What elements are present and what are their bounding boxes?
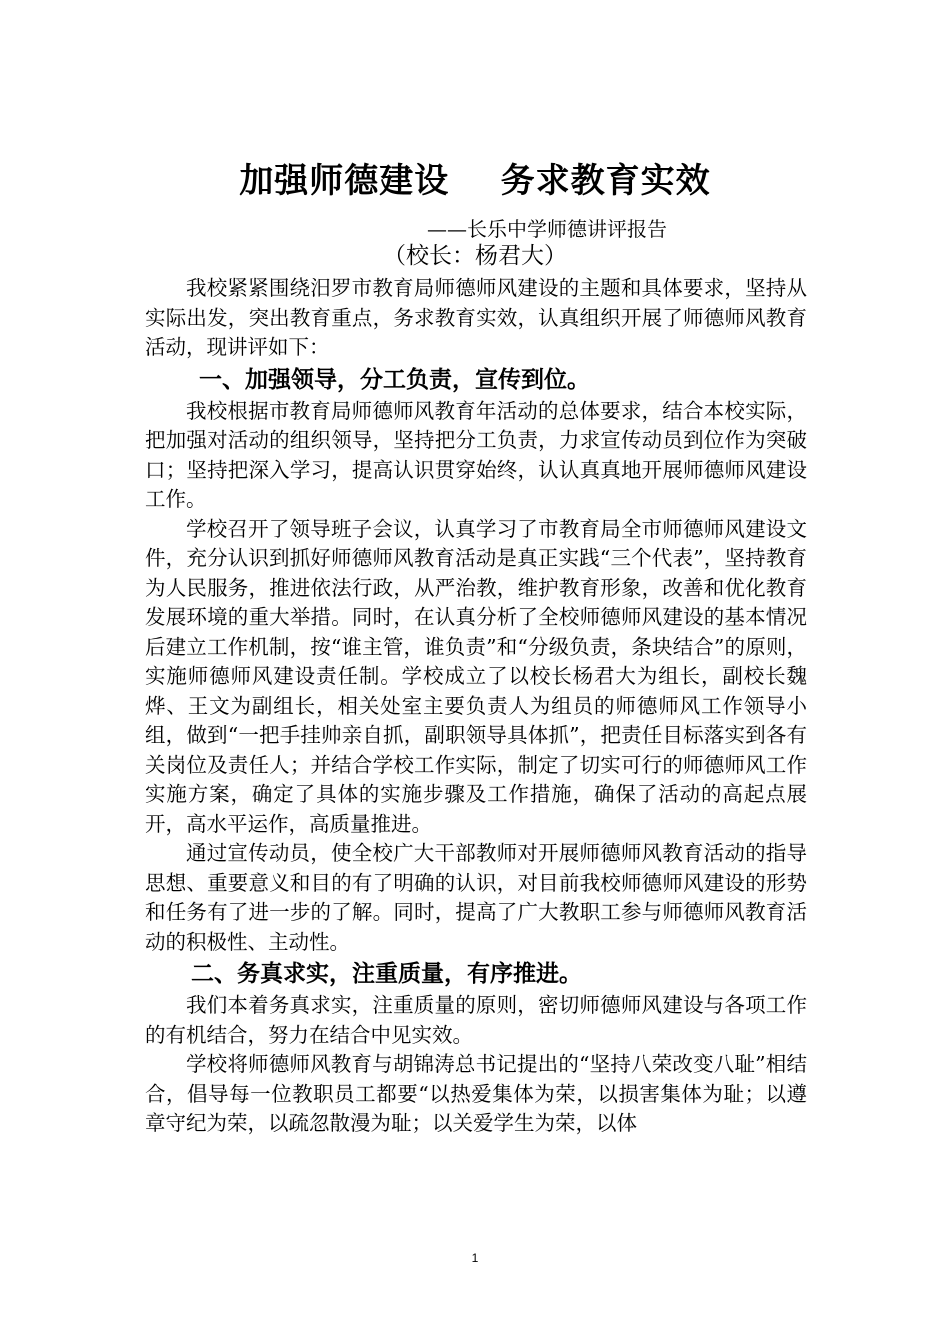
section-1-paragraph: 学校召开了领导班子会议，认真学习了市教育局全市师德师风建设文件，充分认识到抓好师德师风教育活动是真正实践“三个代表”，坚持教育为人民服务，推进依法行政，从严治教，维护教育形象，改善和优化教育发展环境的重大举措。同时，在认真分析了全校师德师风建设的基本情况后建立工作机制，按“谁主管，谁负责”和“分级负责，条块结合”的原则，实施师德师风建设责任制。学校成立了以校长杨君大为组长，副校长魏烨、王文为副组长，相关处室主要负责人为组员的师德师风工作领导小组，做到“一把手挂帅亲自抓，副职领导具体抓”，把责任目标落实到各有关岗位及责任人；并结合学校工作实际，制定了切实可行的师德师风工作实施方案，确定了具体的实施步骤及工作措施，确保了活动的高起点展开，高水平运作，高质量推进。	[145, 516, 807, 836]
section-1-paragraph: 通过宣传动员，使全校广大干部教师对开展师德师风教育活动的指导思想、重要意义和目的有了明确的认识，对目前我校师德师风建设的形势和任务有了进一步的了解。同时，提高了广大教职工参与师德师风教育活动的积极性、主动性。	[145, 841, 807, 954]
page-number: 1	[471, 1251, 479, 1265]
section-2-paragraph: 我们本着务真求实，注重质量的原则，密切师德师风建设与各项工作的有机结合，努力在结合中见实效。	[145, 993, 807, 1047]
document-subtitle: ——长乐中学师德讲评报告	[427, 217, 667, 241]
section-1-heading: 一、加强领导，分工负责，宣传到位。	[199, 365, 590, 393]
document-title: 加强师德建设 务求教育实效	[239, 161, 711, 201]
section-1-paragraph: 我校根据市教育局师德师风教育年活动的总体要求，结合本校实际，把加强对活动的组织领导，坚持把分工负责，力求宣传动员到位作为突破口；坚持把深入学习，提高认识贯穿始终，认认真真地开展师德师风建设工作。	[145, 398, 807, 511]
document-author: （校长：杨君大）	[383, 243, 567, 269]
section-2-paragraph: 学校将师德师风教育与胡锦涛总书记提出的“坚持八荣改变八耻”相结合，倡导每一位教职员工都要“以热爱集体为荣，以损害集体为耻；以遵章守纪为荣，以疏忽散漫为耻；以关爱学生为荣，以体	[145, 1052, 807, 1135]
intro-paragraph: 我校紧紧围绕汨罗市教育局师德师风建设的主题和具体要求，坚持从实际出发，突出教育重点，务求教育实效，认真组织开展了师德师风教育活动，现讲评如下：	[145, 276, 807, 359]
document-body	[145, 274, 807, 1139]
section-2-heading: 二、务真求实，注重质量，有序推进。	[191, 960, 582, 987]
